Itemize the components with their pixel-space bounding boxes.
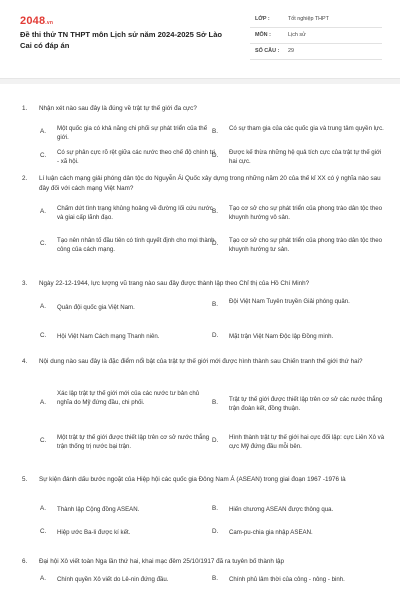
- option-text: Có sự phân cực rõ rệt giữa các nước theo chế độ chính trị - xã hội.: [57, 149, 215, 166]
- option-b[interactable]: [212, 575, 387, 584]
- option-text: Được kế thừa những hệ quả tích cực của trật tự thế giới hai cực.: [229, 149, 382, 166]
- meta-class-label: LỚP :: [255, 16, 270, 22]
- question-text: Sự kiện đánh dấu bước ngoặt của Hiệp hội các quốc gia Đông Nam Á (ASEAN) trong giai đoạn 1967 -1976 là: [39, 476, 346, 483]
- option-text: Hiệp ước Ba-li được kí kết.: [57, 529, 131, 536]
- option-letter: B.: [212, 208, 218, 215]
- site-logo[interactable]: 2048.vn: [20, 15, 54, 27]
- option-text: Đội Việt Nam Tuyên truyền Giải phóng quân.: [229, 298, 350, 305]
- option-text: Trật tự thế giới được thiết lập trên cơ sở các nước thắng trận đoàn kết, đồng thuận.: [229, 396, 383, 413]
- option-a[interactable]: [40, 204, 215, 223]
- option-c[interactable]: [40, 528, 215, 537]
- question-number: 6.: [22, 558, 28, 565]
- option-letter: B.: [212, 399, 218, 406]
- question-stem: [22, 475, 382, 485]
- option-letter: D.: [212, 332, 219, 339]
- question-text: Nhận xét nào sau đây là đúng về trật tự thế giới đa cực?: [39, 105, 197, 112]
- question-stem: [22, 279, 382, 289]
- option-text: Mặt trận Việt Nam Độc lập Đồng minh.: [229, 333, 334, 340]
- option-text: Xác lập trật tự thế giới mới của các nước tư bản chủ nghĩa do Mỹ đứng đầu, chi phối.: [57, 390, 200, 407]
- question-stem: [22, 357, 382, 367]
- option-a[interactable]: [40, 303, 215, 312]
- meta-class-value: Tốt nghiệp THPT: [288, 16, 329, 22]
- option-b[interactable]: [212, 204, 387, 223]
- option-text: Tạo cơ sở cho sự phát triển của phong trào dân tộc theo khuynh hướng tư sản.: [229, 237, 382, 254]
- option-c[interactable]: [40, 148, 215, 167]
- meta-question-count: [250, 45, 382, 60]
- option-text: Hội Việt Nam Cách mạng Thanh niên.: [57, 333, 160, 340]
- option-letter: D.: [212, 240, 219, 247]
- option-text: Một quốc gia có khả năng chi phối sự phát triển của thế giới.: [57, 125, 208, 142]
- option-text: Chính phủ lâm thời của công - nông - binh.: [229, 576, 345, 583]
- meta-class: [250, 13, 382, 28]
- option-letter: B.: [212, 575, 218, 582]
- option-a[interactable]: [40, 575, 215, 584]
- meta-subject-label: MÔN :: [255, 32, 271, 38]
- question-stem: [22, 557, 382, 567]
- option-text: Hình thành trật tự thế giới hai cực đối lập: cực Liên Xô và cực Mỹ đứng đầu mỗi bên.: [229, 434, 385, 451]
- option-letter: C.: [40, 528, 47, 535]
- meta-subject-value: Lịch sử: [288, 32, 306, 38]
- question-stem: [22, 104, 382, 114]
- meta-count-value: 29: [288, 48, 294, 54]
- option-text: Quân đội quốc gia Việt Nam.: [57, 304, 135, 311]
- question-number: 3.: [22, 280, 28, 287]
- option-c[interactable]: [40, 332, 215, 341]
- option-b[interactable]: [212, 124, 387, 133]
- option-d[interactable]: [212, 332, 387, 341]
- option-d[interactable]: [212, 433, 387, 452]
- option-c[interactable]: [40, 433, 215, 452]
- option-text: Hiến chương ASEAN được thông qua.: [229, 506, 334, 513]
- option-letter: C.: [40, 152, 47, 159]
- option-c[interactable]: [40, 236, 215, 255]
- option-letter: C.: [40, 240, 47, 247]
- question-text: Ngày 22-12-1944, lực lượng vũ trang nào sau đây được thành lập theo Chỉ thị của Hồ Chí Minh?: [39, 280, 310, 287]
- option-d[interactable]: [212, 148, 387, 167]
- option-text: Một trật tự thế giới được thiết lập trên cơ sở nước thắng trận thống trị nước bại trận.: [57, 434, 210, 451]
- option-a[interactable]: [40, 505, 215, 514]
- option-letter: D.: [212, 528, 219, 535]
- option-letter: C.: [40, 437, 47, 444]
- option-d[interactable]: [212, 236, 387, 255]
- page-header: [0, 0, 400, 75]
- option-letter: A.: [40, 208, 46, 215]
- option-text: Có sự tham gia của các quốc gia và trung tâm quyền lực.: [229, 125, 384, 132]
- question-number: 5.: [22, 476, 28, 483]
- option-letter: B.: [212, 505, 218, 512]
- question-stem: [22, 174, 382, 193]
- option-d[interactable]: [212, 528, 387, 537]
- question-number: 4.: [22, 358, 28, 365]
- option-a[interactable]: [40, 124, 215, 143]
- option-letter: A.: [40, 303, 46, 310]
- meta-count-label: SỐ CÂU :: [255, 48, 280, 54]
- option-letter: B.: [212, 128, 218, 135]
- option-letter: D.: [212, 437, 219, 444]
- option-text: Cam-pu-chia gia nhập ASEAN.: [229, 529, 313, 536]
- option-text: Thành lập Cộng đồng ASEAN.: [57, 506, 140, 513]
- question-number: 2.: [22, 175, 28, 182]
- option-a[interactable]: [40, 389, 215, 408]
- question-text: Nội dung nào sau đây là đặc điểm nổi bật của trật tự thế giới mới được hình thành sau Chiến tranh thế giới thứ hai?: [39, 358, 363, 365]
- option-b[interactable]: [212, 395, 387, 414]
- option-text: Chấm dứt tình trạng khủng hoảng về đường lối cứu nước và giai cấp lãnh đạo.: [57, 205, 213, 222]
- question-text: Lí luận cách mạng giải phóng dân tộc do Nguyễn Ái Quốc xây dựng trong những năm 20 của thế kỉ XX có ý nghĩa nào sau đây đối với cách mạng Việt Nam?: [39, 175, 381, 192]
- option-b[interactable]: [212, 505, 387, 514]
- document-title: Đề thi thử TN THPT môn Lịch sử năm 2024-2025 Sở Lào Cai có đáp án: [20, 30, 223, 50]
- option-text: Chính quyền Xô viết do Lê-nin đứng đầu.: [57, 576, 169, 583]
- option-letter: A.: [40, 399, 46, 406]
- header-divider: [0, 78, 400, 84]
- option-letter: B.: [212, 301, 218, 308]
- option-text: Tạo nên nhân tố đầu tiên có tính quyết định cho mọi thành công của cách mạng.: [57, 237, 215, 254]
- option-b[interactable]: [212, 297, 387, 306]
- option-letter: D.: [212, 152, 219, 159]
- exam-meta: [250, 13, 382, 61]
- meta-subject: [250, 29, 382, 44]
- option-text: Tạo cơ sở cho sự phát triển của phong trào dân tộc theo khuynh hướng vô sản.: [229, 205, 382, 222]
- question-number: 1.: [22, 105, 28, 112]
- option-letter: A.: [40, 505, 46, 512]
- question-text: Đại hội Xô viết toàn Nga lần thứ hai, khai mạc đêm 25/10/1917 đã ra tuyên bố thành lập: [39, 558, 285, 565]
- option-letter: A.: [40, 575, 46, 582]
- option-letter: C.: [40, 332, 47, 339]
- option-letter: A.: [40, 128, 46, 135]
